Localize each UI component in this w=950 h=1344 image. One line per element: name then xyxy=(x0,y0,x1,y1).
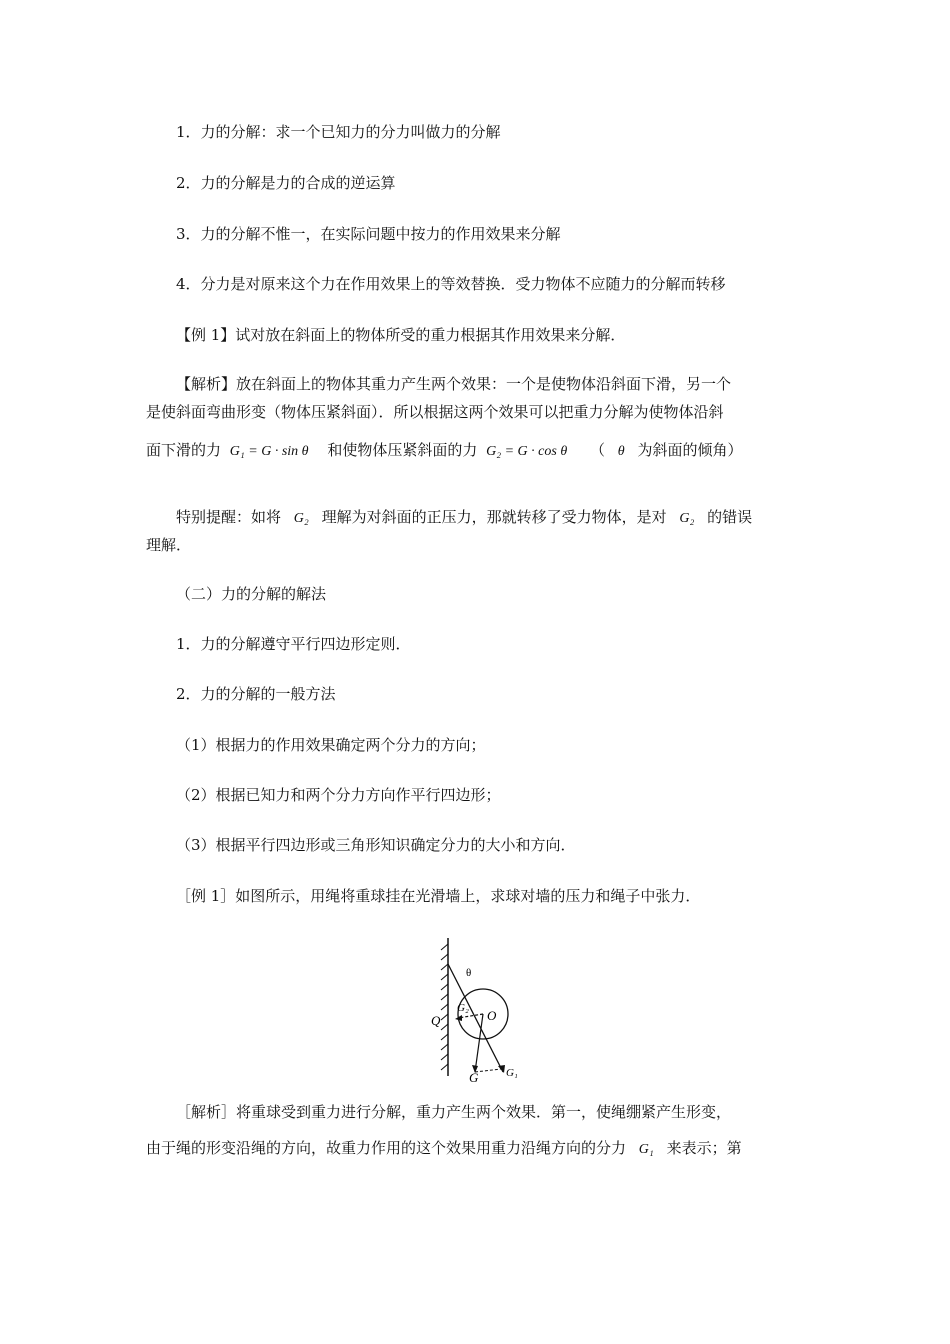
analysis-2-text-b: 来表示；第 xyxy=(666,1139,742,1157)
section-heading: （二）力的分解的解法 xyxy=(176,585,327,603)
method-1: 1．力的分解遵守平行四边形定则． xyxy=(176,635,411,653)
point-2: 2．力的分解是力的合成的逆运算 xyxy=(176,174,396,192)
theta-symbol: θ xyxy=(617,444,625,459)
analysis-1-text-d: 为斜面的倾角） xyxy=(637,441,743,459)
example-2-prompt: ［例 1］如图所示，用绳将重球挂在光滑墙上，求球对墙的压力和绳子中张力． xyxy=(176,887,701,905)
ball-on-wall-diagram xyxy=(428,936,528,1082)
point-4: 4．分力是对原来这个力在作用效果上的等效替换．受力物体不应随力的分解而转移 xyxy=(176,275,726,293)
step-3: （3）根据平行四边形或三角形知识确定分力的大小和方向． xyxy=(176,836,576,854)
formula-g1: G₁ = G · sin θ xyxy=(229,444,309,459)
analysis-1-line-2: 是使斜面弯曲形变（物体压紧斜面）．所以根据这两个效果可以把重力分解为使物体沿斜 xyxy=(146,403,724,421)
analysis-1-line-3 xyxy=(146,440,742,462)
step-1: （1）根据力的作用效果确定两个分力的方向； xyxy=(176,736,486,754)
g2-symbol-1: G₂ xyxy=(293,511,309,526)
reminder-line-1 xyxy=(176,507,752,529)
reminder-text-b: 理解为对斜面的正压力，那就转移了受力物体，是对 xyxy=(321,508,667,526)
q-label: Q xyxy=(431,1013,441,1028)
analysis-1-text-b: 和使物体压紧斜面的力 xyxy=(327,441,478,459)
step-2: （2）根据已知力和两个分力方向作平行四边形； xyxy=(176,786,501,804)
analysis-1-text-c: （ xyxy=(589,441,605,459)
g-label: G xyxy=(469,1070,479,1082)
g2-symbol-2: G₂ xyxy=(679,511,695,526)
g2-label: G₂ xyxy=(457,1002,469,1014)
analysis-2-text-a: 由于绳的形变沿绳的方向，故重力作用的这个效果用重力沿绳方向的分力 xyxy=(146,1139,627,1157)
o-label: O xyxy=(487,1008,497,1023)
method-2: 2．力的分解的一般方法 xyxy=(176,685,336,703)
analysis-2-line-2 xyxy=(146,1138,742,1160)
example-1-prompt: 【例 1】试对放在斜面上的物体所受的重力根据其作用效果来分解． xyxy=(176,326,626,344)
formula-g2: G₂ = G · cos θ xyxy=(486,444,568,459)
point-1: 1．力的分解：求一个已知力的分力叫做力的分解 xyxy=(176,123,501,141)
analysis-2-line-1: ［解析］将重球受到重力进行分解，重力产生两个效果．第一，使绳绷紧产生形变， xyxy=(176,1103,732,1121)
point-3: 3．力的分解不惟一，在实际问题中按力的作用效果来分解 xyxy=(176,225,561,243)
g1-arrowhead xyxy=(498,1065,505,1073)
g1-symbol: G₁ xyxy=(638,1142,654,1157)
theta-label: θ xyxy=(466,967,472,979)
reminder-text-a: 特别提醒：如将 xyxy=(176,508,282,526)
gravity-arrow xyxy=(475,1014,483,1072)
reminder-line-2: 理解． xyxy=(146,536,192,554)
analysis-1-line-1: 【解析】放在斜面上的物体其重力产生两个效果：一个是使物体沿斜面下滑，另一个 xyxy=(176,375,732,393)
analysis-1-text-a: 面下滑的力 xyxy=(146,441,222,459)
reminder-text-c: 的错误 xyxy=(707,508,753,526)
g1-label: G₁ xyxy=(506,1067,518,1079)
wall-hatching xyxy=(441,944,448,1070)
dashed-side xyxy=(475,1069,501,1072)
